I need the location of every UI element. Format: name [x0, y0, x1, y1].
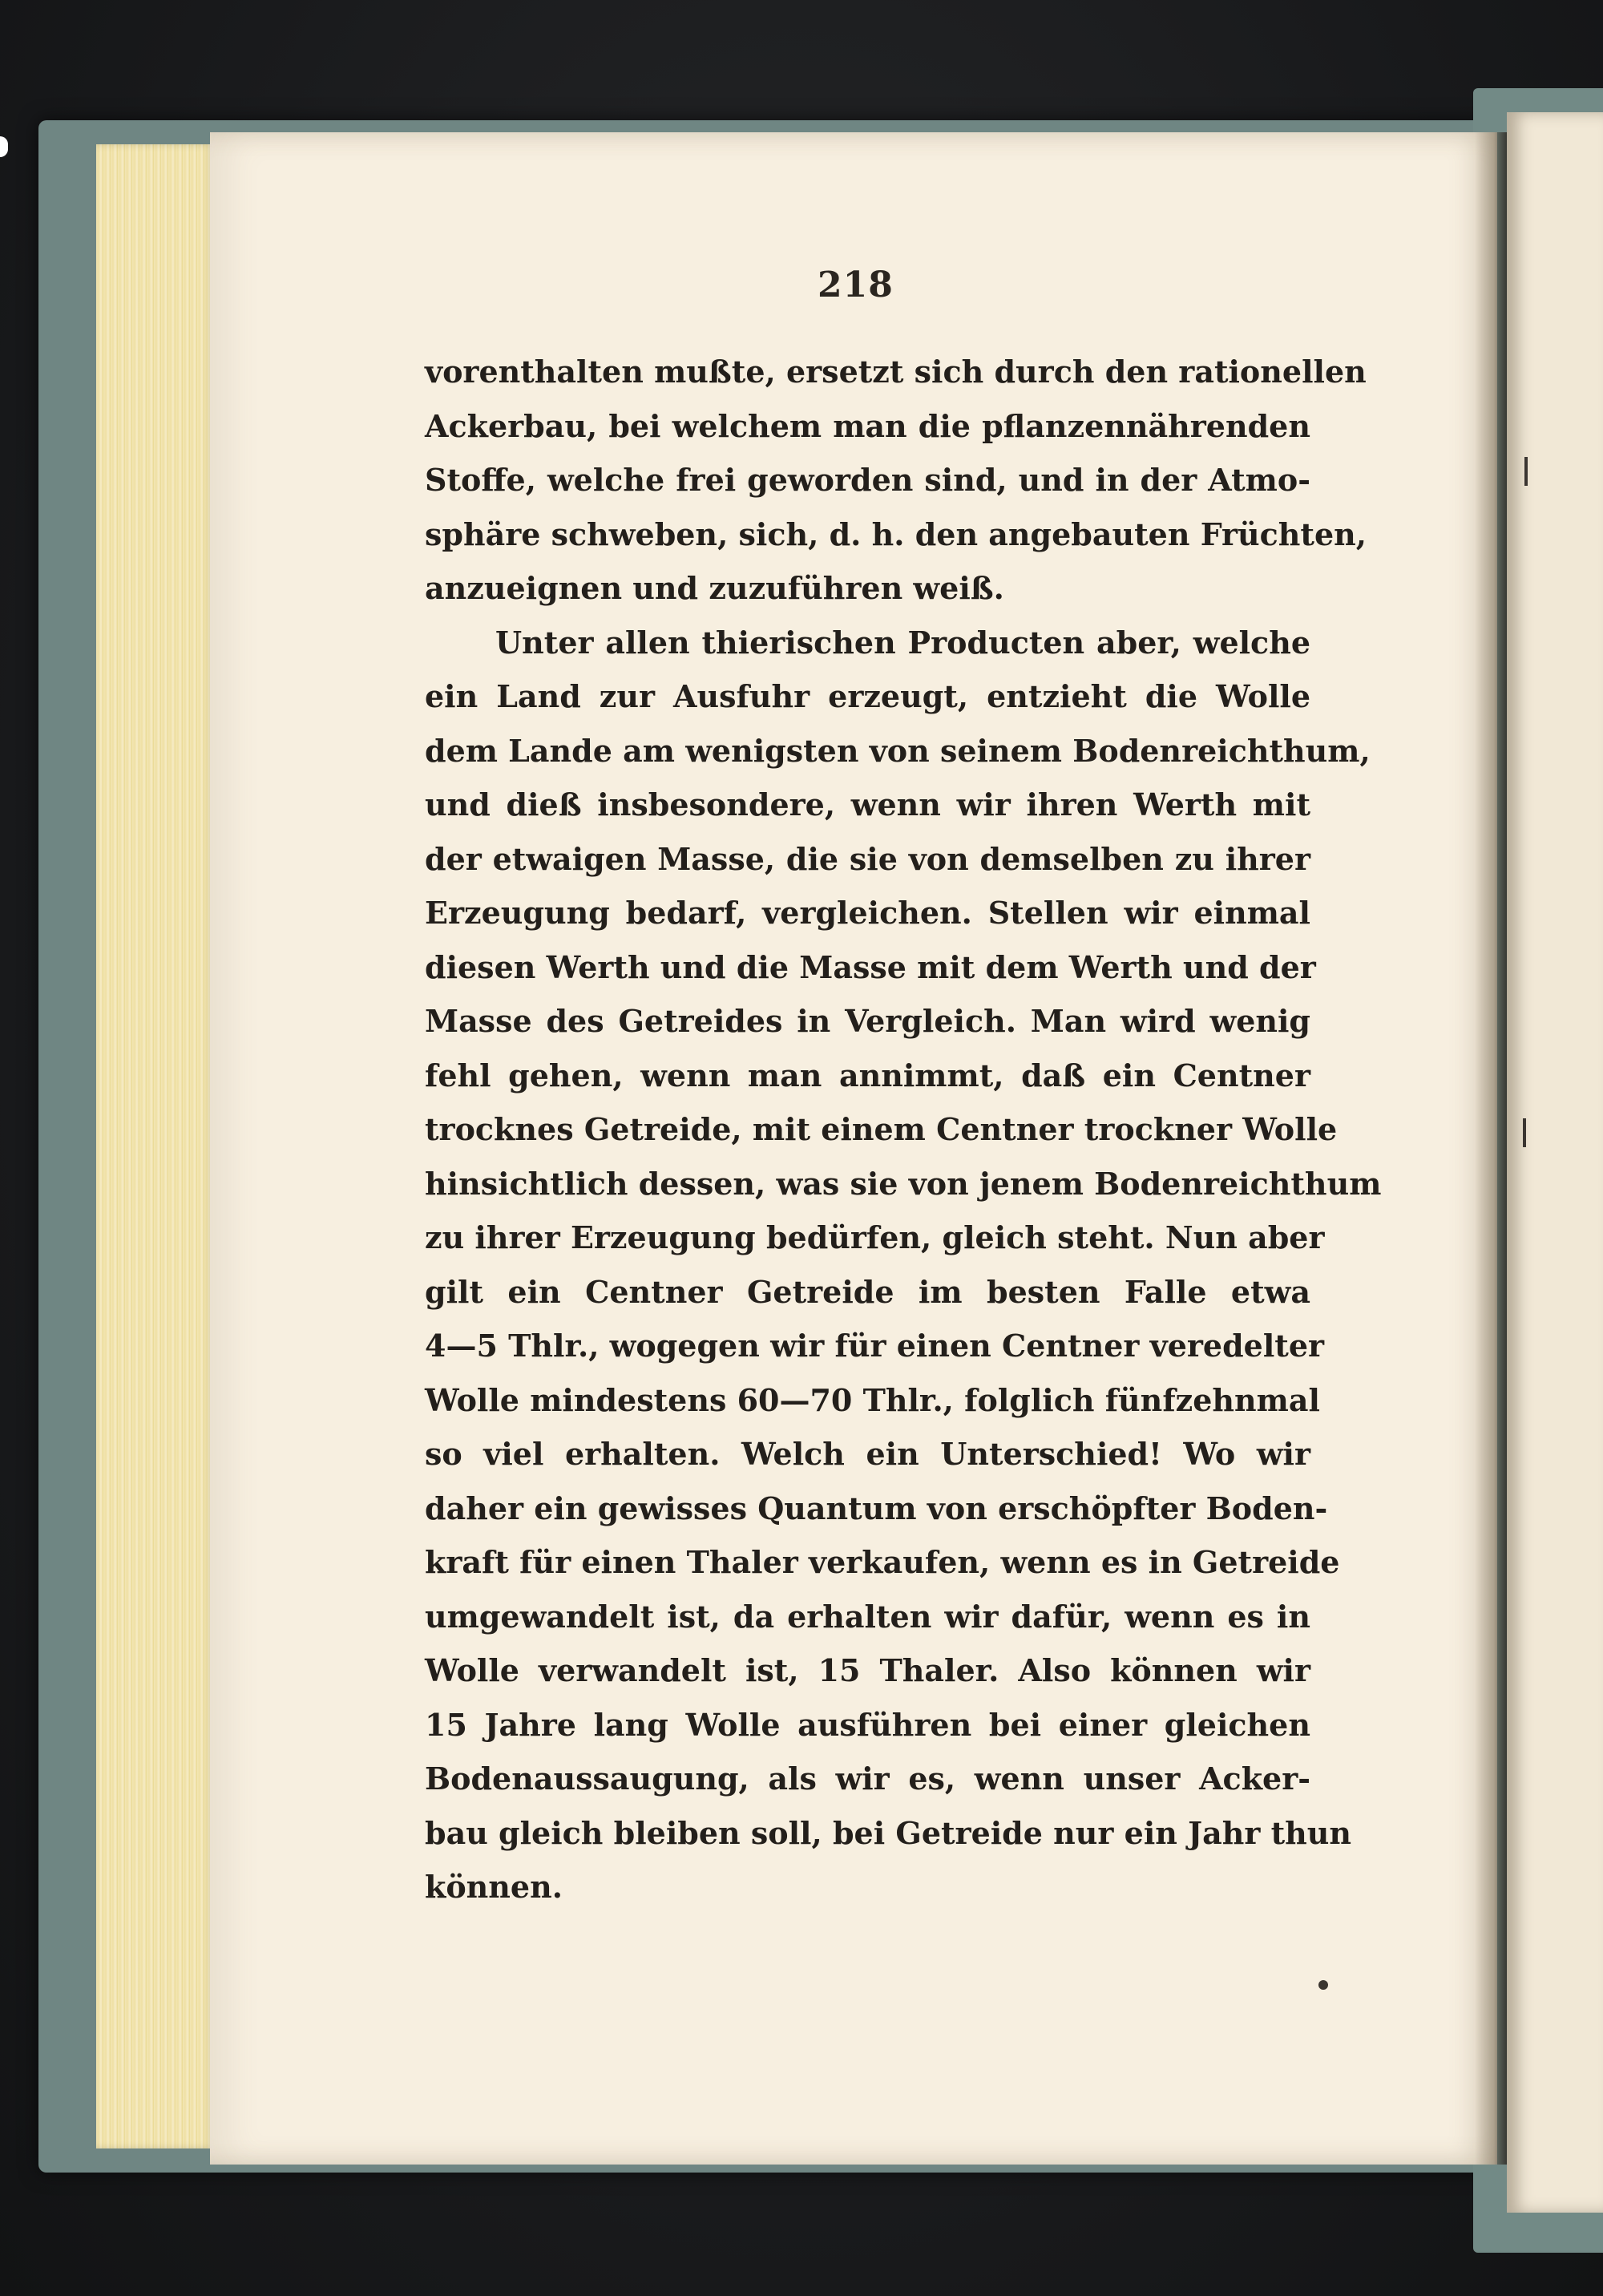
- text-line: daher ein gewisses Quantum von erschöpfter Boden-: [425, 1490, 1328, 1526]
- page-text: [425, 345, 1382, 1914]
- text-line: Wolle verwandelt ist, 15 Thaler. Also können wir: [425, 1652, 1310, 1688]
- text-line: gilt ein Centner Getreide im besten Falle etwa: [425, 1273, 1310, 1310]
- page-number: 218: [818, 265, 894, 305]
- text-line: der etwaigen Masse, die sie von demselben zu ihrer: [425, 840, 1310, 877]
- text-line: dem Lande am wenigsten von seinem Bodenreichthum,: [425, 732, 1371, 769]
- text-line: sphäre schweben, sich, d. h. den angebauten Früchten,: [425, 515, 1367, 552]
- text-line: Wolle mindestens 60—70 Thlr., folglich fünfzehnmal: [425, 1381, 1320, 1418]
- text-line: fehl gehen, wenn man annimmt, daß ein Centner: [425, 1057, 1310, 1093]
- text-line: hinsichtlich dessen, was sie von jenem Bodenreichthum: [425, 1165, 1382, 1202]
- text-line: diesen Werth und die Masse mit dem Werth und der: [425, 948, 1316, 985]
- text-line: bau gleich bleiben soll, bei Getreide nur ein Jahr thun: [425, 1814, 1352, 1851]
- text-line: trocknes Getreide, mit einem Centner trockner Wolle: [425, 1111, 1338, 1147]
- ink-spot: [1318, 1980, 1328, 1990]
- text-line: 4—5 Thlr., wogegen wir für einen Centner veredelter: [425, 1328, 1325, 1364]
- text-line: 15 Jahre lang Wolle ausführen bei einer gleichen: [425, 1706, 1310, 1743]
- text-line: können.: [425, 1869, 563, 1905]
- text-line: zu ihrer Erzeugung bedürfen, gleich steht. Nun aber: [425, 1219, 1325, 1255]
- text-line: und dieß insbesondere, wenn wir ihren Werth mit: [425, 786, 1310, 823]
- text-line: Erzeugung bedarf, vergleichen. Stellen wir einmal: [425, 895, 1310, 931]
- text-line: anzueignen und zuzuführen weiß.: [425, 570, 1004, 606]
- facing-page-edge: [1507, 112, 1603, 2213]
- text-line: Ackerbau, bei welchem man die pflanzennährenden: [425, 407, 1310, 444]
- text-line: Masse des Getreides in Vergleich. Man wird wenig: [425, 1003, 1310, 1039]
- text-line: ein Land zur Ausfuhr erzeugt, entzieht die Wolle: [425, 678, 1310, 714]
- text-line: Bodenaussaugung, als wir es, wenn unser Acker-: [425, 1760, 1310, 1797]
- page-gutter: [1475, 132, 1507, 2165]
- edge-mark: [1523, 1118, 1526, 1147]
- edge-mark: [1524, 457, 1528, 486]
- text-line: umgewandelt ist, da erhalten wir dafür, wenn es in: [425, 1598, 1310, 1635]
- page-block-edges: [96, 144, 215, 2148]
- text-line: Stoffe, welche frei geworden sind, und in der Atmo-: [425, 462, 1310, 498]
- text-line: kraft für einen Thaler verkaufen, wenn es in Getreide: [425, 1544, 1340, 1580]
- text-line: so viel erhalten. Welch ein Unterschied! Wo wir: [425, 1436, 1310, 1472]
- text-line: vorenthalten mußte, ersetzt sich durch den rationellen: [425, 354, 1367, 390]
- text-line: Unter allen thierischen Producten aber, welche: [495, 624, 1310, 661]
